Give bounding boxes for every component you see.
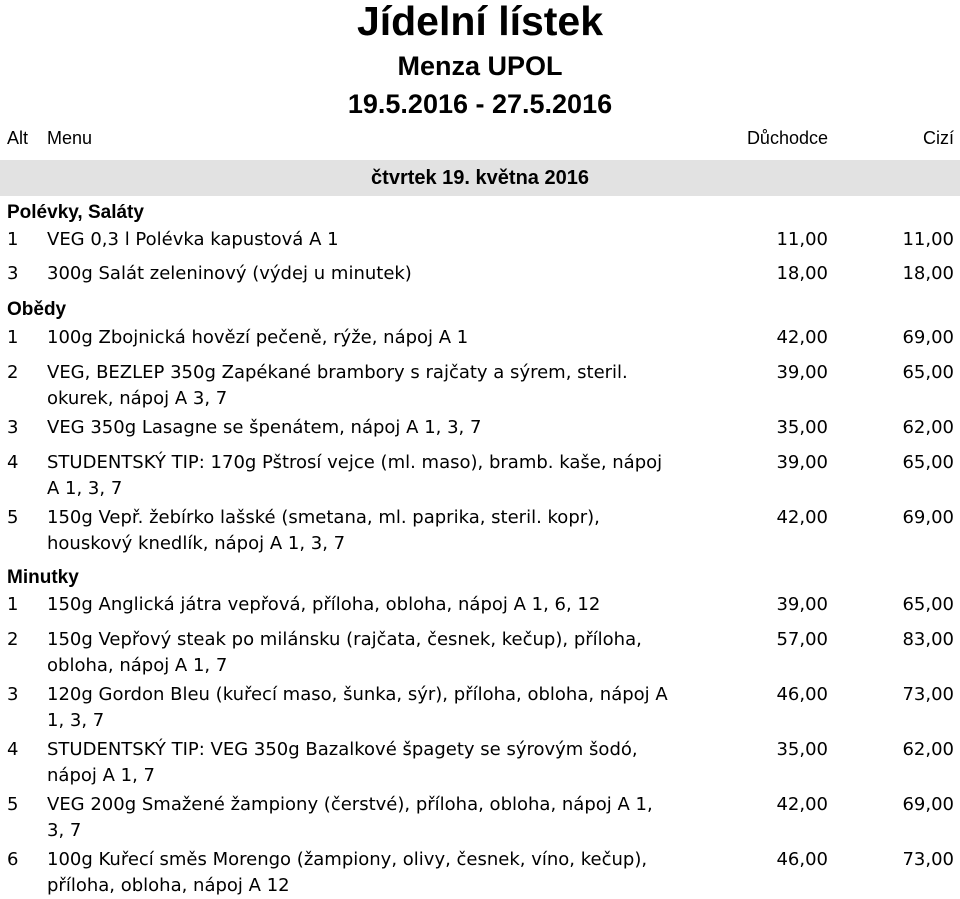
page-title: Jídelní lístek — [356, 0, 604, 44]
item-description-line: 3, 7 — [47, 820, 82, 841]
item-description — [47, 792, 727, 844]
price-foreign: 65,00 — [902, 452, 954, 473]
price-foreign: 83,00 — [902, 629, 954, 650]
item-number: 6 — [7, 849, 19, 870]
column-header-menu: Menu — [47, 128, 93, 148]
price-foreign: 65,00 — [902, 594, 954, 615]
item-description — [47, 227, 727, 253]
price-foreign: 73,00 — [902, 849, 954, 870]
price-retiree: 39,00 — [776, 452, 828, 473]
item-description — [47, 737, 727, 789]
item-description-line: A 1, 3, 7 — [47, 478, 123, 499]
item-number: 3 — [7, 684, 19, 705]
price-retiree: 42,00 — [776, 794, 828, 815]
item-description-line: VEG 0,3 l Polévka kapustová A 1 — [47, 229, 339, 250]
item-description-line: 300g Salát zeleninový (výdej u minutek) — [47, 263, 412, 284]
price-retiree: 39,00 — [776, 362, 828, 383]
price-retiree: 11,00 — [776, 229, 828, 250]
price-foreign: 65,00 — [902, 362, 954, 383]
price-retiree: 35,00 — [776, 739, 828, 760]
item-number: 1 — [7, 594, 19, 615]
item-description-line: 100g Kuřecí směs Morengo (žampiony, olivy, česnek, víno, kečup), — [47, 849, 648, 870]
item-description-line: VEG 200g Smažené žampiony (čerstvé), příloha, obloha, nápoj A 1, — [47, 794, 653, 815]
price-retiree: 46,00 — [776, 684, 828, 705]
item-description-line: VEG 350g Lasagne se špenátem, nápoj A 1, 3, 7 — [47, 417, 482, 438]
column-header-alt: Alt — [7, 128, 29, 148]
item-description-line: 150g Vepř. žebírko lašské (smetana, ml. paprika, steril. kopr), — [47, 507, 600, 528]
price-foreign: 62,00 — [902, 739, 954, 760]
item-description-line: 1, 3, 7 — [47, 710, 105, 731]
item-description — [47, 505, 727, 557]
item-description — [47, 360, 727, 412]
price-retiree: 46,00 — [776, 849, 828, 870]
item-description — [47, 261, 727, 287]
price-foreign: 69,00 — [902, 327, 954, 348]
price-retiree: 39,00 — [776, 594, 828, 615]
item-description-line: 150g Vepřový steak po milánsku (rajčata, česnek, kečup), příloha, — [47, 629, 642, 650]
price-retiree: 57,00 — [776, 629, 828, 650]
item-description-line: okurek, nápoj A 3, 7 — [47, 388, 228, 409]
item-description — [47, 325, 727, 351]
item-number: 4 — [7, 739, 19, 760]
item-number: 1 — [7, 327, 19, 348]
item-description-line: 120g Gordon Bleu (kuřecí maso, šunka, sýr), příloha, obloha, nápoj A — [47, 684, 668, 705]
item-description — [47, 627, 727, 679]
item-number: 1 — [7, 229, 19, 250]
item-description — [47, 847, 727, 899]
item-number: 2 — [7, 362, 19, 383]
item-description-line: 150g Anglická játra vepřová, příloha, obloha, nápoj A 1, 6, 12 — [47, 594, 601, 615]
price-retiree: 18,00 — [776, 263, 828, 284]
item-number: 3 — [7, 417, 19, 438]
item-number: 5 — [7, 507, 19, 528]
date-range: 19.5.2016 - 27.5.2016 — [347, 89, 613, 119]
column-header-foreign: Cizí — [923, 128, 954, 148]
item-number: 2 — [7, 629, 19, 650]
price-foreign: 73,00 — [902, 684, 954, 705]
price-foreign: 11,00 — [902, 229, 954, 250]
item-description — [47, 450, 727, 502]
section-heading: Polévky, Saláty — [7, 202, 144, 223]
price-foreign: 69,00 — [902, 794, 954, 815]
item-description-line: STUDENTSKÝ TIP: VEG 350g Bazalkové špagety se sýrovým šodó, — [47, 739, 638, 760]
section-heading: Minutky — [7, 567, 79, 588]
day-heading: čtvrtek 19. května 2016 — [371, 167, 589, 189]
price-foreign: 62,00 — [902, 417, 954, 438]
section-heading: Obědy — [7, 299, 67, 320]
item-description-line: VEG, BEZLEP 350g Zapékané brambory s rajčaty a sýrem, steril. — [47, 362, 628, 383]
item-description-line: obloha, nápoj A 1, 7 — [47, 655, 228, 676]
price-retiree: 35,00 — [776, 417, 828, 438]
item-description — [47, 592, 727, 618]
price-foreign: 69,00 — [902, 507, 954, 528]
price-foreign: 18,00 — [902, 263, 954, 284]
item-description-line: nápoj A 1, 7 — [47, 765, 155, 786]
item-number: 5 — [7, 794, 19, 815]
item-number: 4 — [7, 452, 19, 473]
item-description-line: příloha, obloha, nápoj A 12 — [47, 875, 290, 896]
item-description — [47, 682, 727, 734]
venue-name: Menza UPOL — [397, 51, 563, 81]
column-header-retirees: Důchodce — [746, 128, 828, 148]
item-description-line: 100g Zbojnická hovězí pečeně, rýže, nápoj A 1 — [47, 327, 469, 348]
item-number: 3 — [7, 263, 19, 284]
price-retiree: 42,00 — [776, 327, 828, 348]
item-description — [47, 415, 727, 441]
item-description-line: STUDENTSKÝ TIP: 170g Pštrosí vejce (ml. maso), bramb. kaše, nápoj — [47, 452, 663, 473]
price-retiree: 42,00 — [776, 507, 828, 528]
item-description-line: houskový knedlík, nápoj A 1, 3, 7 — [47, 533, 346, 554]
